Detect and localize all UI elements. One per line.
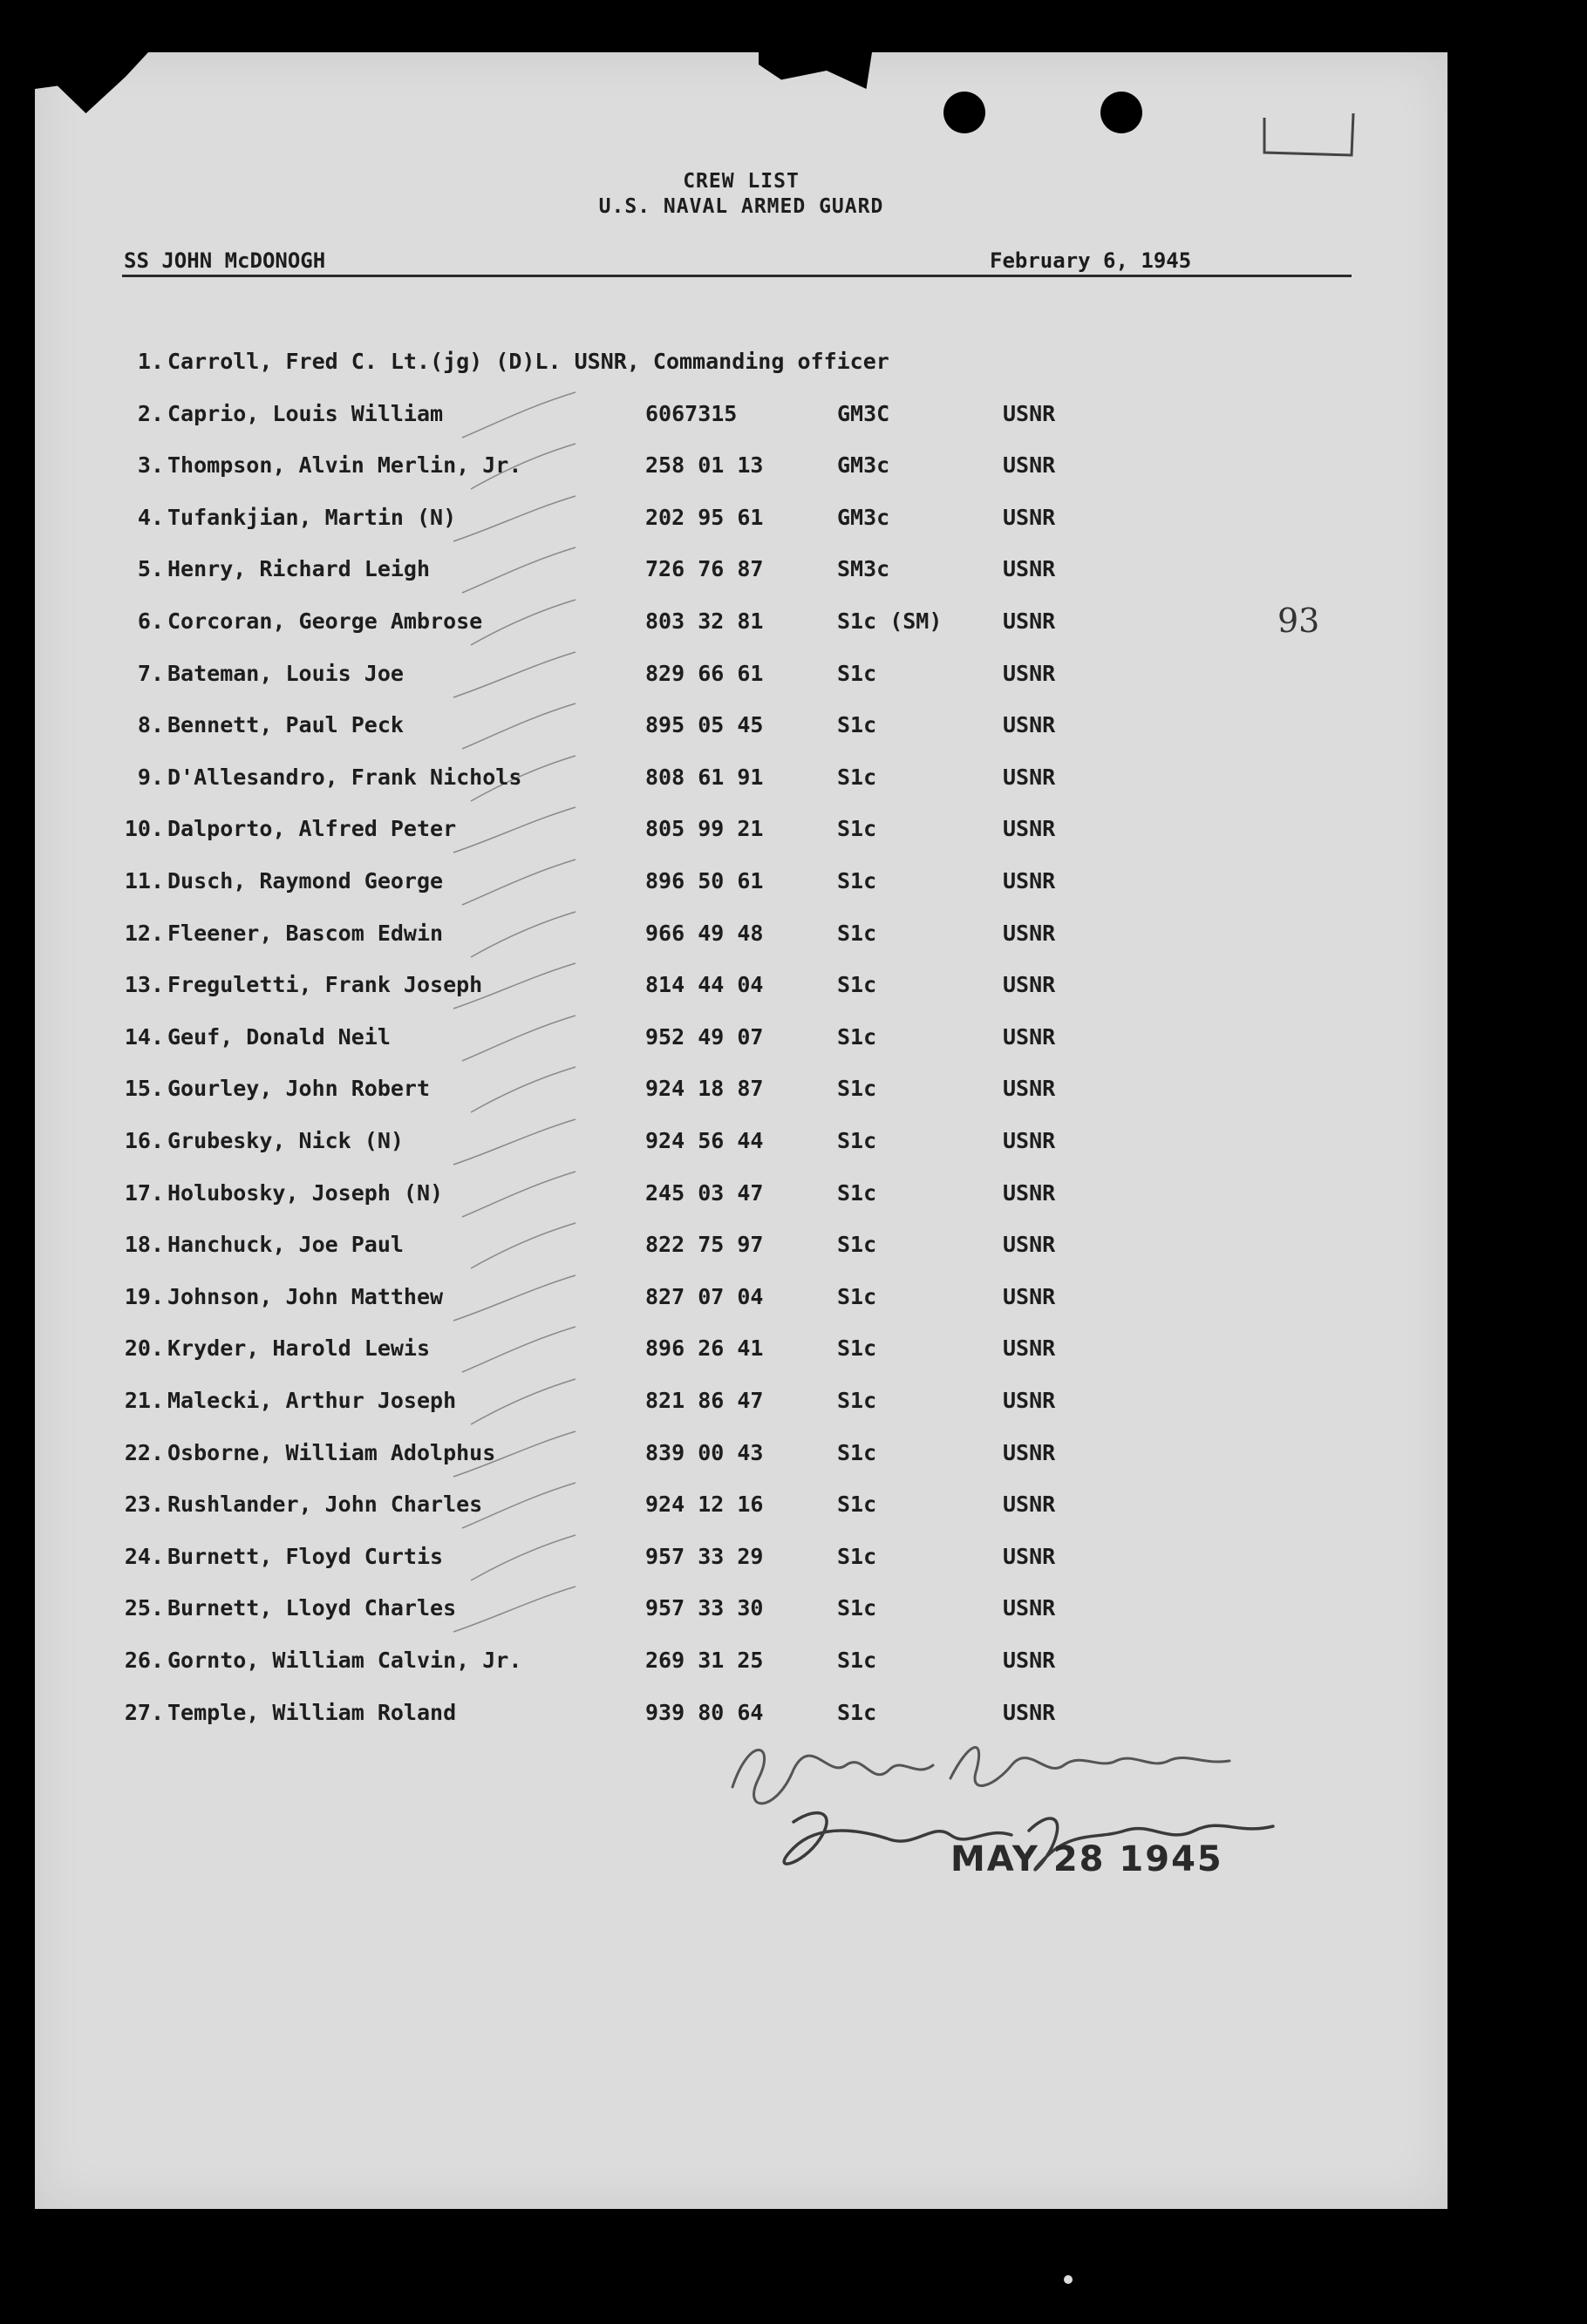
crew-name: Gornto, William Calvin, Jr. bbox=[167, 1648, 522, 1673]
service-number: 821 86 47 bbox=[645, 1388, 764, 1413]
crew-rate: S1c bbox=[837, 921, 877, 946]
crew-component: USNR bbox=[1003, 816, 1056, 841]
crew-number: 22. bbox=[124, 1440, 164, 1465]
crew-number: 2. bbox=[137, 401, 164, 426]
crew-component: USNR bbox=[1003, 712, 1056, 737]
crew-name: Malecki, Arthur Joseph bbox=[167, 1388, 457, 1413]
crew-number: 17. bbox=[124, 1180, 164, 1206]
crew-rate: S1c bbox=[837, 1180, 877, 1206]
crew-name: Bateman, Louis Joe bbox=[167, 661, 404, 686]
crew-name: Tufankjian, Martin (N) bbox=[167, 505, 457, 530]
list-date: February 6, 1945 bbox=[990, 248, 1192, 273]
crew-number: 15. bbox=[124, 1076, 164, 1101]
crew-number: 3. bbox=[137, 452, 164, 478]
pencil-check-mark bbox=[471, 600, 576, 645]
service-number: 966 49 48 bbox=[645, 921, 764, 946]
crew-rate: S1c bbox=[837, 1492, 877, 1517]
crew-component: USNR bbox=[1003, 1232, 1056, 1257]
service-number: 805 99 21 bbox=[645, 816, 764, 841]
pencil-check-mark bbox=[453, 496, 576, 541]
crew-component: USNR bbox=[1003, 1648, 1056, 1673]
crew-number: 4. bbox=[137, 505, 164, 530]
crew-component: USNR bbox=[1003, 556, 1056, 581]
crew-number: 19. bbox=[124, 1284, 164, 1309]
crew-component: USNR bbox=[1003, 1700, 1056, 1725]
crew-component: USNR bbox=[1003, 1595, 1056, 1621]
crew-name: Burnett, Lloyd Charles bbox=[167, 1595, 457, 1621]
service-number: 957 33 29 bbox=[645, 1544, 764, 1569]
pencil-check-mark bbox=[471, 1535, 576, 1580]
crew-rate: S1c bbox=[837, 1284, 877, 1309]
crew-rate: S1c bbox=[837, 1595, 877, 1621]
torn-edge-center bbox=[759, 52, 872, 113]
crew-component: USNR bbox=[1003, 1076, 1056, 1101]
crew-name: Bennett, Paul Peck bbox=[167, 712, 404, 737]
crew-component: USNR bbox=[1003, 764, 1056, 790]
pencil-check-mark bbox=[453, 807, 576, 853]
pencil-check-mark bbox=[471, 912, 576, 957]
pencil-check-mark bbox=[462, 1172, 576, 1217]
pencil-check-mark bbox=[462, 1016, 576, 1061]
crew-number: 7. bbox=[137, 661, 164, 686]
crew-rate: S1c bbox=[837, 1232, 877, 1257]
vessel-name: SS JOHN McDONOGH bbox=[124, 248, 326, 273]
pencil-check-mark bbox=[462, 392, 576, 438]
crew-name: Dalporto, Alfred Peter bbox=[167, 816, 457, 841]
crew-rate: S1c bbox=[837, 1544, 877, 1569]
crew-name: Corcoran, George Ambrose bbox=[167, 608, 483, 634]
service-number: 839 00 43 bbox=[645, 1440, 764, 1465]
crew-component: USNR bbox=[1003, 1024, 1056, 1050]
crew-rate: S1c bbox=[837, 764, 877, 790]
crew-rate: S1c bbox=[837, 1128, 877, 1153]
service-number: 726 76 87 bbox=[645, 556, 764, 581]
crew-name: Temple, William Roland bbox=[167, 1700, 457, 1725]
crew-component: USNR bbox=[1003, 1388, 1056, 1413]
crew-component: USNR bbox=[1003, 1128, 1056, 1153]
crew-name: Johnson, John Matthew bbox=[167, 1284, 444, 1309]
service-number: 6067315 bbox=[645, 401, 738, 426]
header-rule bbox=[122, 275, 1352, 277]
service-number: 814 44 04 bbox=[645, 972, 764, 997]
crew-number: 20. bbox=[124, 1335, 164, 1361]
crew-name: Fleener, Bascom Edwin bbox=[167, 921, 444, 946]
crew-component: USNR bbox=[1003, 401, 1056, 426]
crew-component: USNR bbox=[1003, 608, 1056, 634]
crew-rate: S1c (SM) bbox=[837, 608, 943, 634]
crew-number: 26. bbox=[124, 1648, 164, 1673]
crew-list-sheet bbox=[35, 52, 1447, 2209]
crew-number: 27. bbox=[124, 1700, 164, 1725]
crew-number: 1. bbox=[137, 349, 164, 374]
crew-number: 12. bbox=[124, 921, 164, 946]
crew-rate: SM3c bbox=[837, 556, 890, 581]
pencil-check-mark bbox=[453, 1119, 576, 1165]
pencil-check-mark bbox=[471, 1067, 576, 1112]
crew-component: USNR bbox=[1003, 1492, 1056, 1517]
received-date-stamp: MAY 28 1945 bbox=[950, 1839, 1223, 1879]
crew-rate: S1c bbox=[837, 868, 877, 894]
service-number: 202 95 61 bbox=[645, 505, 764, 530]
crew-rate: S1c bbox=[837, 1335, 877, 1361]
crew-number: 9. bbox=[137, 764, 164, 790]
crew-number: 21. bbox=[124, 1388, 164, 1413]
service-number: 924 12 16 bbox=[645, 1492, 764, 1517]
crew-number: 6. bbox=[137, 608, 164, 634]
crew-number: 18. bbox=[124, 1232, 164, 1257]
crew-name: Caprio, Louis William bbox=[167, 401, 444, 426]
crew-rate: GM3C bbox=[837, 401, 890, 426]
pencil-check-mark bbox=[453, 1275, 576, 1321]
pencil-check-mark bbox=[471, 1379, 576, 1424]
crew-name: Geuf, Donald Neil bbox=[167, 1024, 391, 1050]
service-number: 924 18 87 bbox=[645, 1076, 764, 1101]
crew-component: USNR bbox=[1003, 1544, 1056, 1569]
service-number: 803 32 81 bbox=[645, 608, 764, 634]
crew-component: USNR bbox=[1003, 1335, 1056, 1361]
crew-component: USNR bbox=[1003, 921, 1056, 946]
crew-name: Gourley, John Robert bbox=[167, 1076, 431, 1101]
page-number: 93 bbox=[1277, 601, 1320, 640]
torn-edge-left bbox=[35, 52, 148, 113]
crew-name: Carroll, Fred C. Lt.(jg) (D)L. USNR, Commanding officer bbox=[167, 349, 889, 374]
document-title: CREW LIST bbox=[683, 170, 800, 193]
pencil-check-mark bbox=[462, 860, 576, 905]
service-number: 808 61 91 bbox=[645, 764, 764, 790]
crew-name: Thompson, Alvin Merlin, Jr. bbox=[167, 452, 522, 478]
corner-mark bbox=[1256, 105, 1360, 157]
scan-speck bbox=[1064, 2275, 1073, 2284]
crew-name: Hanchuck, Joe Paul bbox=[167, 1232, 404, 1257]
service-number: 939 80 64 bbox=[645, 1700, 764, 1725]
crew-name: Osborne, William Adolphus bbox=[167, 1440, 496, 1465]
crew-number: 24. bbox=[124, 1544, 164, 1569]
crew-rate: S1c bbox=[837, 1024, 877, 1050]
crew-name: D'Allesandro, Frank Nichols bbox=[167, 764, 522, 790]
service-number: 896 26 41 bbox=[645, 1335, 764, 1361]
document-subtitle: U.S. NAVAL ARMED GUARD bbox=[598, 195, 884, 218]
service-number: 957 33 30 bbox=[645, 1595, 764, 1621]
crew-name: Henry, Richard Leigh bbox=[167, 556, 431, 581]
crew-component: USNR bbox=[1003, 452, 1056, 478]
service-number: 245 03 47 bbox=[645, 1180, 764, 1206]
crew-number: 13. bbox=[124, 972, 164, 997]
crew-name: Holubosky, Joseph (N) bbox=[167, 1180, 444, 1206]
crew-rate: S1c bbox=[837, 1648, 877, 1673]
crew-rate: S1c bbox=[837, 1440, 877, 1465]
crew-number: 25. bbox=[124, 1595, 164, 1621]
service-number: 895 05 45 bbox=[645, 712, 764, 737]
crew-name: Dusch, Raymond George bbox=[167, 868, 444, 894]
crew-number: 23. bbox=[124, 1492, 164, 1517]
crew-component: USNR bbox=[1003, 1440, 1056, 1465]
crew-name: Kryder, Harold Lewis bbox=[167, 1335, 431, 1361]
pencil-check-mark bbox=[462, 703, 576, 749]
service-number: 822 75 97 bbox=[645, 1232, 764, 1257]
service-number: 924 56 44 bbox=[645, 1128, 764, 1153]
crew-number: 8. bbox=[137, 712, 164, 737]
service-number: 829 66 61 bbox=[645, 661, 764, 686]
crew-component: USNR bbox=[1003, 505, 1056, 530]
crew-rate: S1c bbox=[837, 1700, 877, 1725]
pencil-check-mark bbox=[462, 547, 576, 593]
service-number: 269 31 25 bbox=[645, 1648, 764, 1673]
service-number: 258 01 13 bbox=[645, 452, 764, 478]
punch-hole-left bbox=[943, 92, 985, 133]
crew-name: Freguletti, Frank Joseph bbox=[167, 972, 483, 997]
crew-component: USNR bbox=[1003, 868, 1056, 894]
crew-rate: S1c bbox=[837, 712, 877, 737]
service-number: 952 49 07 bbox=[645, 1024, 764, 1050]
crew-name: Burnett, Floyd Curtis bbox=[167, 1544, 444, 1569]
crew-name: Rushlander, John Charles bbox=[167, 1492, 483, 1517]
crew-component: USNR bbox=[1003, 661, 1056, 686]
punch-hole-right bbox=[1100, 92, 1142, 133]
pencil-check-mark bbox=[471, 1223, 576, 1268]
crew-rate: S1c bbox=[837, 661, 877, 686]
crew-name: Grubesky, Nick (N) bbox=[167, 1128, 404, 1153]
pencil-check-mark bbox=[453, 652, 576, 697]
crew-rate: S1c bbox=[837, 816, 877, 841]
crew-rate: S1c bbox=[837, 972, 877, 997]
crew-component: USNR bbox=[1003, 972, 1056, 997]
service-number: 827 07 04 bbox=[645, 1284, 764, 1309]
crew-rate: S1c bbox=[837, 1388, 877, 1413]
crew-rate: S1c bbox=[837, 1076, 877, 1101]
crew-number: 16. bbox=[124, 1128, 164, 1153]
crew-component: USNR bbox=[1003, 1180, 1056, 1206]
pencil-check-mark bbox=[453, 1587, 576, 1632]
pencil-check-mark bbox=[462, 1327, 576, 1372]
crew-number: 11. bbox=[124, 868, 164, 894]
crew-rate: GM3c bbox=[837, 452, 890, 478]
service-number: 896 50 61 bbox=[645, 868, 764, 894]
crew-number: 10. bbox=[124, 816, 164, 841]
crew-number: 5. bbox=[137, 556, 164, 581]
crew-component: USNR bbox=[1003, 1284, 1056, 1309]
crew-rate: GM3c bbox=[837, 505, 890, 530]
crew-number: 14. bbox=[124, 1024, 164, 1050]
